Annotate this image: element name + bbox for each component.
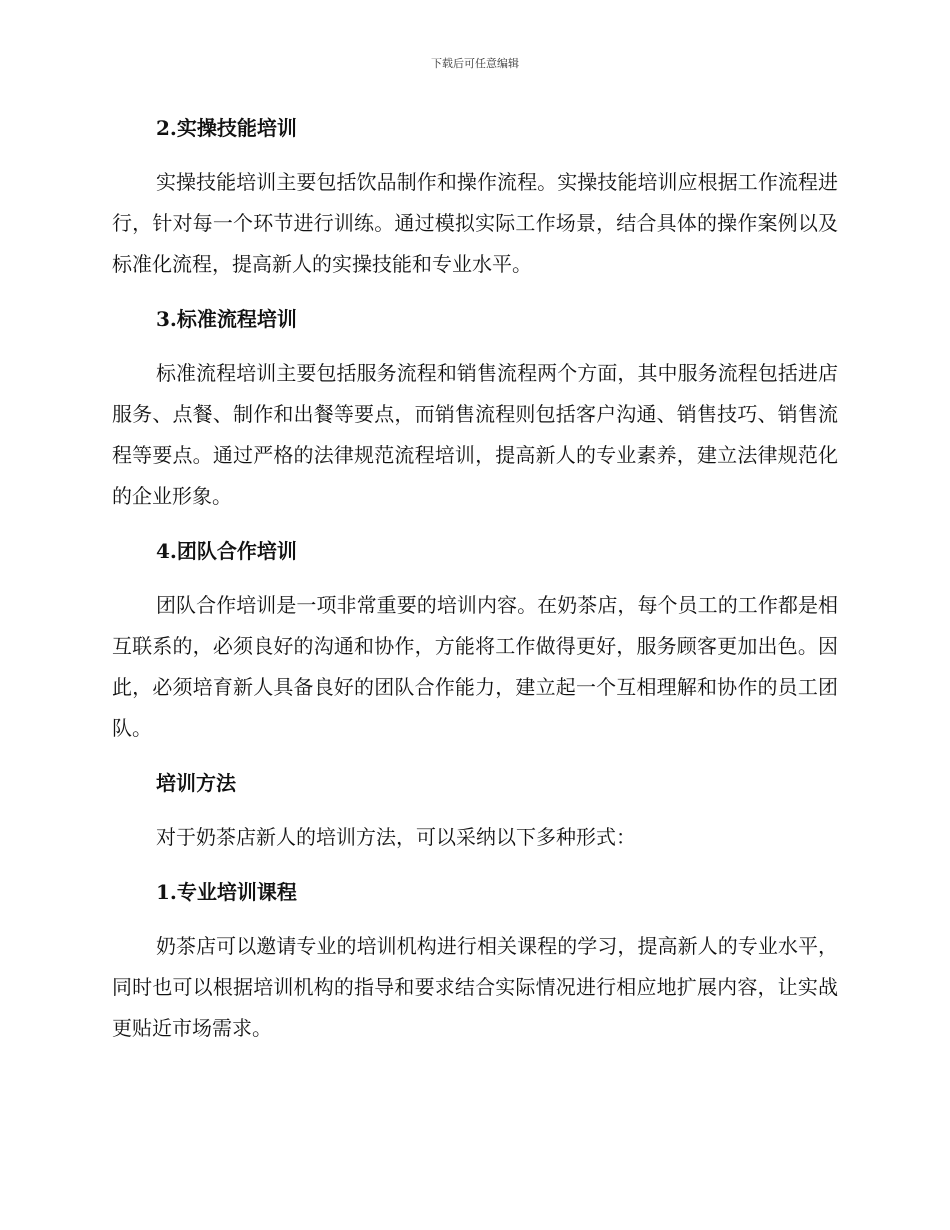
- section-paragraph-practical-skills: 实操技能培训主要包括饮品制作和操作流程。实操技能培训应根据工作流程进行，针对每一个环节进行训练。通过模拟实际工作场景，结合具体的操作案例以及标准化流程，提高新人的实操技能和专业水平。: [112, 170, 838, 276]
- section-heading-professional-courses: 1.专业培训课程: [156, 880, 297, 904]
- section-paragraph-professional-courses: 奶茶店可以邀请专业的培训机构进行相关课程的学习，提高新人的专业水平，同时也可以根据培训机构的指导和要求结合实际情况进行相应地扩展内容，让实战更贴近市场需求。: [112, 934, 838, 1040]
- header-note: 下载后可任意编辑: [431, 57, 519, 70]
- section-heading-standard-process: 3.标准流程培训: [156, 307, 297, 331]
- section-paragraph-teamwork: 团队合作培训是一项非常重要的培训内容。在奶茶店，每个员工的工作都是相互联系的，必须良好的沟通和协作，方能将工作做得更好，服务顾客更加出色。因此，必须培育新人具备良好的团队合作能力，建立起一个互相理解和协作的员工团队。: [112, 593, 838, 740]
- section-paragraph-training-methods: 对于奶茶店新人的培训方法，可以采纳以下多种形式：: [156, 825, 636, 849]
- section-heading-practical-skills: 2.实操技能培训: [156, 116, 297, 140]
- section-paragraph-standard-process: 标准流程培训主要包括服务流程和销售流程两个方面，其中服务流程包括进店服务、点餐、制作和出餐等要点，而销售流程则包括客户沟通、销售技巧、销售流程等要点。通过严格的法律规范流程培训，提高新人的专业素养，建立法律规范化的企业形象。: [112, 361, 838, 508]
- document-body: [112, 108, 838, 1063]
- section-heading-teamwork: 4.团队合作培训: [156, 539, 297, 563]
- section-heading-training-methods: 培训方法: [156, 771, 236, 795]
